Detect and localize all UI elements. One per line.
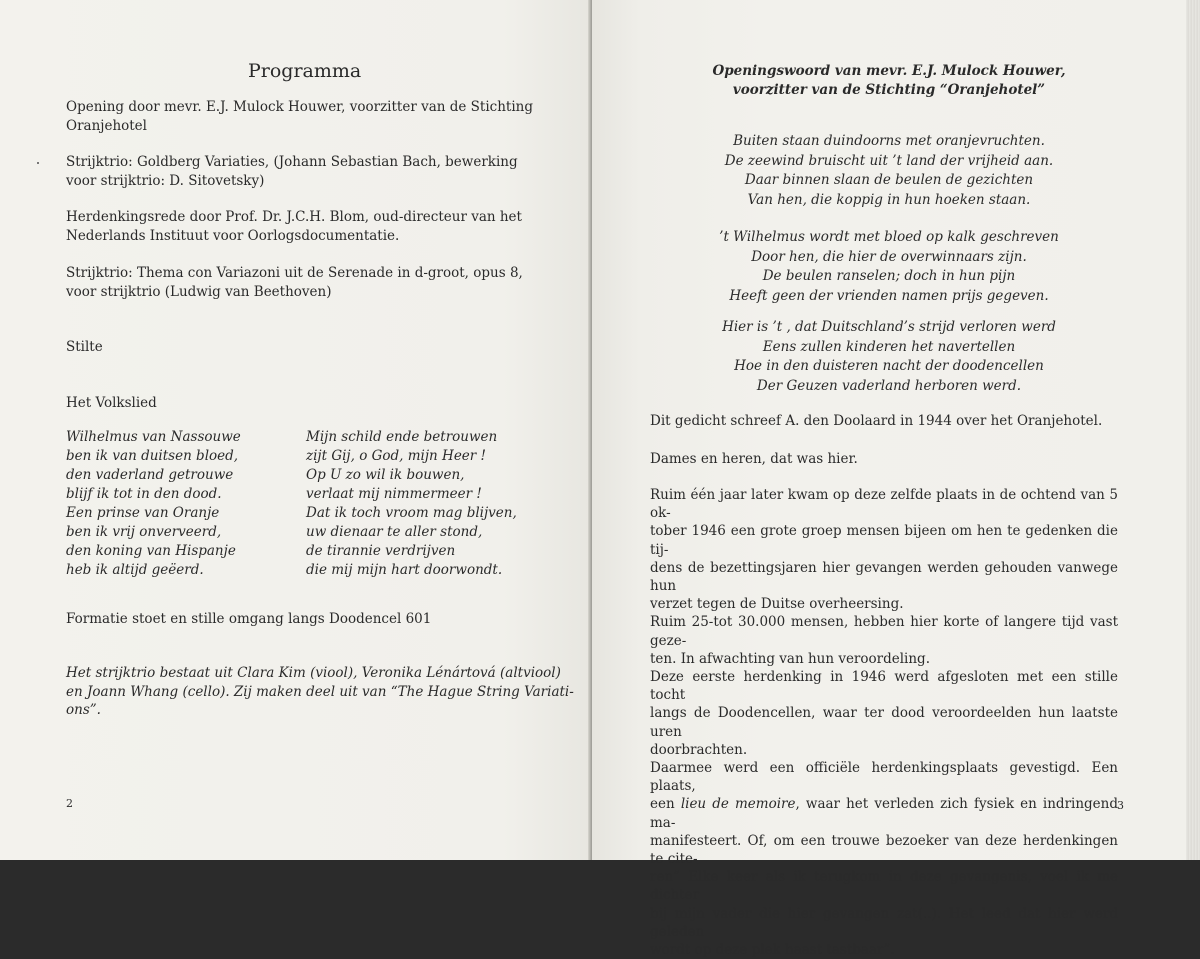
program-item-herdenkingsrede: Herdenkingsrede door Prof. Dr. J.C.H. Blom, oud-directeur van het Nederlands Instituut voor Oorlogsdocumentatie. [66, 209, 522, 244]
stray-dot [37, 162, 39, 164]
page-number-right: 3 [1117, 799, 1124, 812]
poem-line: Daar binnen slaan de beulen de gezichten [744, 172, 1034, 188]
poem-line: Heeft geen der vrienden namen prijs gegeven. [729, 287, 1049, 304]
anthem-line: de tirannie verdrijven [306, 543, 456, 559]
body-line: ren” Elke keer als ik terugkom in deze gevangenis, voel ik me dichter [650, 869, 1118, 904]
poem-line: Van hen, die koppig in hun hoeken staan. [747, 191, 1031, 208]
body-line: verzet tegen de Duitse overheersing. [650, 596, 904, 613]
body-line-lieu [650, 795, 1118, 831]
speech-heading-line: Openingswoord van mevr. E.J. Mulock Houwer, [712, 63, 1066, 79]
body-line: manifesteert. Of, om een trouwe bezoeker van deze herdenkingen te cite- [650, 832, 1118, 868]
trio-note-line: en Joann Whang (cello). Zij maken deel uit van “The Hague String Variati- [66, 683, 574, 700]
anthem-line: blijf ik tot in den dood. [66, 486, 222, 502]
anthem-line: zijt Gij, o God, mijn Heer ! [306, 448, 486, 464]
page-edge [1186, 0, 1200, 860]
body-line: ten. In afwachting van hun veroordeling. [650, 650, 930, 667]
body-line-suffix: , waar het verleden zich fysiek en indringend ma- [650, 796, 1119, 831]
trio-note [66, 664, 574, 720]
right-page [592, 0, 1186, 959]
body-line: Ruim één jaar later kwam op deze zelfde plaats in de ochtend van 5 ok- [650, 487, 1118, 522]
speech-heading-line: voorzitter van de Stichting “Oranjehotel” [732, 82, 1046, 98]
program-item-stilte: Stilte [66, 339, 103, 355]
program-item-opening: Opening door mevr. E.J. Mulock Houwer, voorzitter van de Stichting Oranjehotel [66, 99, 533, 134]
poem-line: Hoe in den duisteren nacht der doodencellen [734, 358, 1044, 374]
poem-stanza-1 [592, 132, 1186, 210]
volkslied-heading: Het Volkslied [66, 395, 157, 411]
anthem-stanza-2 [306, 428, 517, 580]
anthem-line: ben ik vrij onverveerd, [66, 524, 222, 540]
anthem-line: Wilhelmus van Nassouwe [66, 429, 241, 445]
poem-line: Hier is ’t , dat Duitschland’s strijd verloren werd [722, 319, 1056, 335]
poem-line: De beulen ranselen; doch in hun pijn [762, 268, 1016, 284]
poem-line: Der Geuzen vaderland herboren werd. [756, 377, 1022, 394]
anthem-line: uw dienaar te aller stond, [306, 524, 483, 540]
body-line: bij mijn vader die hier gevangen zat(..). Het leed dat hier werd geleden [650, 905, 1118, 940]
anthem-stanza-1 [66, 428, 241, 580]
greeting: Dames en heren, dat was hier. [650, 451, 858, 467]
anthem-line: verlaat mij nimmermeer ! [306, 486, 482, 502]
lieu-de-memoire: lieu de memoire [680, 796, 796, 813]
anthem-line: Mijn schild ende betrouwen [306, 429, 498, 445]
poem-line: Door hen, die hier de overwinnaars zijn. [751, 248, 1027, 265]
anthem-line: den vaderland getrouwe [66, 467, 234, 483]
body-line: tober 1946 een grote groep mensen bijeen om hen te gedenken die tij- [650, 523, 1118, 558]
poem-line: Eens zullen kinderen het navertellen [762, 338, 1016, 355]
body-line: langs de Doodencellen, waar ter dood veroordeelden hun laatste uren [650, 705, 1118, 740]
page-number-left: 2 [66, 797, 73, 810]
program-item-serenade: Strijktrio: Thema con Variazoni uit de Serenade in d-groot, opus 8, voor strijktrio (Ludwig van Beethoven) [66, 265, 523, 300]
body-line: doorbrachten. [650, 741, 748, 758]
anthem-line: Op U zo wil ik bouwen, [306, 467, 465, 483]
poem-line: Buiten staan duindoorns met oranjevruchten. [733, 133, 1045, 149]
poem-credit: Dit gedicht schreef A. den Doolaard in 1944 over het Oranjehotel. [650, 413, 1103, 429]
anthem-line: die mij mijn hart doorwondt. [306, 562, 503, 578]
body-line: Daarmee werd een officiële herdenkingsplaats gevestigd. Een plaats, [650, 760, 1118, 795]
body-line: Deze eerste herdenking in 1946 werd afgesloten met een stille tocht [650, 669, 1118, 704]
anthem-line: heb ik altijd geëerd. [66, 562, 204, 578]
trio-note-line: Het strijktrio bestaat uit Clara Kim (viool), Veronika Lénártová (altviool) [66, 665, 561, 681]
speech-body [650, 486, 1118, 959]
poem-line: ’t Wilhelmus wordt met bloed op kalk geschreven [719, 229, 1059, 245]
anthem-line: ben ik van duitsen bloed, [66, 448, 239, 464]
anthem-line: Dat ik toch vroom mag blijven, [306, 505, 517, 521]
program-item-formatie: Formatie stoet en stille omgang langs Doodencel 601 [66, 611, 432, 627]
program-title: Programma [248, 60, 362, 82]
body-line: dens de bezettingsjaren hier gevangen werden gehouden vanwege hun [650, 559, 1118, 595]
program-item-goldberg: Strijktrio: Goldberg Variaties, (Johann Sebastian Bach, bewerking voor strijktrio: D. Sitovetsky) [66, 154, 518, 189]
anthem-line: den koning van Hispanje [66, 543, 236, 559]
poem-stanza-2 [592, 228, 1186, 306]
poem-line: De zeewind bruischt uit ’t land der vrijheid aan. [724, 152, 1054, 169]
body-line: Ruim 25-tot 30.000 mensen, hebben hier korte of langere tijd vast geze- [650, 614, 1118, 649]
anthem-line: Een prinse van Oranje [66, 505, 220, 521]
poem-stanza-3 [592, 318, 1186, 396]
speech-heading [592, 62, 1186, 100]
left-page [0, 0, 592, 860]
body-line-prefix: een [650, 796, 675, 813]
body-line: wordt op deze plek haast tastbaar”. [650, 942, 895, 959]
trio-note-line: ons”. [66, 702, 101, 719]
